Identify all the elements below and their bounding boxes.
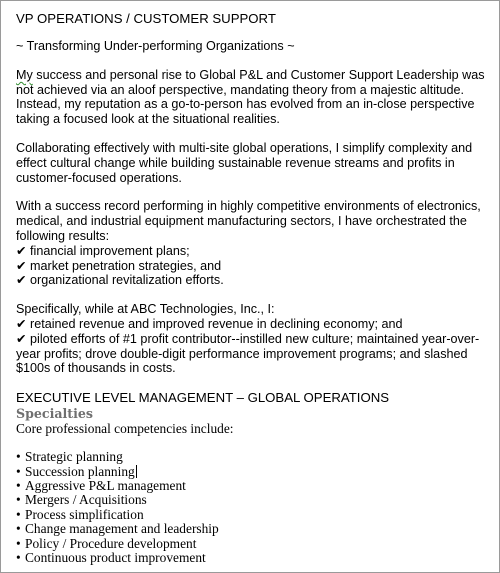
bullet-icon: •: [16, 463, 21, 479]
list-item: • Aggressive P&L management: [16, 477, 186, 493]
checklist-item: ✔ retained revenue and improved revenue in declining economy; and: [16, 316, 403, 331]
list-item: • Policy / Procedure development: [16, 535, 197, 551]
checklist-item: ✔ financial improvement plans;: [16, 243, 190, 258]
list-item: • Succession planning: [16, 463, 135, 479]
bullet-icon: •: [16, 449, 21, 465]
section-heading-executive: EXECUTIVE LEVEL MANAGEMENT – GLOBAL OPERATIONS: [16, 390, 390, 406]
document-subtitle: ~ Transforming Under-performing Organizations ~: [16, 39, 295, 53]
checklist-item: ✔ market penetration strategies, and: [16, 258, 222, 273]
results-checklist: [16, 244, 487, 288]
competencies-intro: Core professional competencies include:: [16, 421, 234, 437]
list-item: • Change management and leadership: [16, 521, 219, 537]
checklist-item: ✔ piloted efforts of #1 profit contributor--instilled new culture; maintained year-over-year profits; drove double-digit performance improvement programs; and slashed $100s of thousands in costs.: [16, 331, 480, 376]
text-cursor: [136, 465, 137, 478]
abc-paragraph: Specifically, while at ABC Technologies, Inc., I:: [16, 302, 275, 317]
checklist-item: ✔ organizational revitalization efforts.: [16, 273, 224, 288]
abc-results-checklist: [16, 317, 487, 376]
list-item: • Continuous product improvement: [16, 549, 206, 565]
specialties-heading: Specialties: [16, 406, 94, 422]
bullet-icon: •: [16, 549, 21, 565]
list-item: • Process simplification: [16, 506, 144, 522]
bullet-icon: •: [16, 535, 21, 551]
intro-paragraph: [16, 68, 487, 127]
list-item: • Strategic planning: [16, 449, 123, 465]
success-record-paragraph: With a success record performing in highly competitive environments of electronics, medical, and industrial equipment manufacturing sectors, I have orchestrated the following results:: [16, 199, 481, 243]
bullet-icon: •: [16, 521, 21, 537]
intro-paragraph-text: success and personal rise to Global P&L and Customer Support Leadership was not achieved via an aloof perspective, mandating theory from a majestic altitude. Instead, my reputation as a go-to-person has evolved from an in-close perspective taking a focused look at the situational realities.: [16, 67, 485, 127]
list-item: • Mergers / Acquisitions: [16, 492, 147, 508]
bullet-icon: •: [16, 477, 21, 493]
document-title: VP OPERATIONS / CUSTOMER SUPPORT: [16, 11, 276, 26]
bullet-icon: •: [16, 506, 21, 522]
collaboration-paragraph: Collaborating effectively with multi-site global operations, I simplify complexity and effect cultural change while building sustainable revenue streams and profits in customer-focused operations.: [16, 140, 473, 185]
bullet-icon: •: [16, 492, 21, 508]
competencies-list: [16, 450, 487, 565]
spellcheck-flagged-word[interactable]: My: [16, 67, 33, 82]
